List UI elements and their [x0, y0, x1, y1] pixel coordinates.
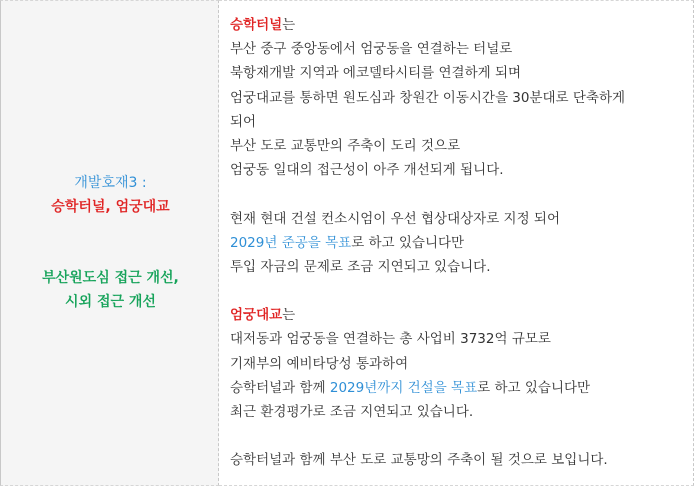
- p1-title-suffix: 는: [282, 17, 296, 33]
- label-group: [1, 171, 220, 219]
- effect-line-1: 부산원도심 접근 개선,: [42, 270, 179, 286]
- p2-line-3: 투입 자금의 문제로 조금 지연되고 있습니다.: [230, 258, 491, 275]
- p3-line-4: 최근 환경평가로 조금 지연되고 있습니다.: [230, 404, 474, 420]
- spacer: [230, 182, 690, 206]
- p1-title-line: [230, 13, 690, 37]
- p1-line: 부산 도로 교통만의 주축이 도리 것으로: [230, 137, 461, 154]
- description-text: [230, 13, 690, 473]
- p3-line-1: 대저동과 엄궁동을 연결하는 총 사업비 3732억 규모로: [230, 331, 551, 348]
- p2-line-2: [230, 231, 690, 255]
- p1-line: 되어: [230, 113, 257, 130]
- p1-line: 엄궁대교를 통하면 원도심과 창원간 이동시간을 30분대로 단축하게: [230, 89, 626, 106]
- spacer: [230, 279, 690, 303]
- p3-title: 엄궁대교: [230, 307, 283, 324]
- p2-line-1: 현재 현대 건설 컨소시엄이 우선 협상대상자로 지정 되어: [230, 210, 560, 227]
- p1-line: 북항재개발 지역과 에코델타시티를 연결하게 되며: [230, 65, 522, 82]
- p3-line-3-prefix: 승학터널과 함께: [230, 379, 330, 396]
- label-main: 승학터널, 엄궁대교: [51, 199, 170, 215]
- p3-line-2: 기재부의 예비타당성 통과하여: [230, 355, 409, 372]
- p3-line-3: [230, 376, 690, 400]
- label-prefix: 개발호재3 :: [74, 175, 147, 191]
- p1-line: 부산 중구 중앙동에서 엄궁동을 연결하는 터널로: [230, 41, 513, 58]
- effect-group: [1, 266, 220, 314]
- p2-line-2-rest: 로 하고 있습니다만: [351, 234, 465, 251]
- effect-line-2: 시외 접근 개선: [65, 294, 156, 310]
- left-header-cell: [0, 0, 219, 486]
- p2-highlight: 2029년 준공을 목표: [230, 234, 352, 251]
- p3-highlight: 2029년까지 건설을 목표: [329, 379, 478, 396]
- p3-title-line: [230, 303, 690, 327]
- spacer: [230, 424, 690, 448]
- p1-title: 승학터널: [230, 17, 283, 33]
- p4-line: 승학터널과 함께 부산 도로 교통망의 주축이 될 것으로 보입니다.: [230, 452, 608, 469]
- p3-title-suffix: 는: [282, 307, 296, 324]
- p3-line-3-rest: 로 하고 있습니다만: [477, 379, 591, 396]
- p1-line: 엄궁동 일대의 접근성이 아주 개선되게 됩니다.: [230, 162, 504, 179]
- right-content-cell: [219, 0, 694, 486]
